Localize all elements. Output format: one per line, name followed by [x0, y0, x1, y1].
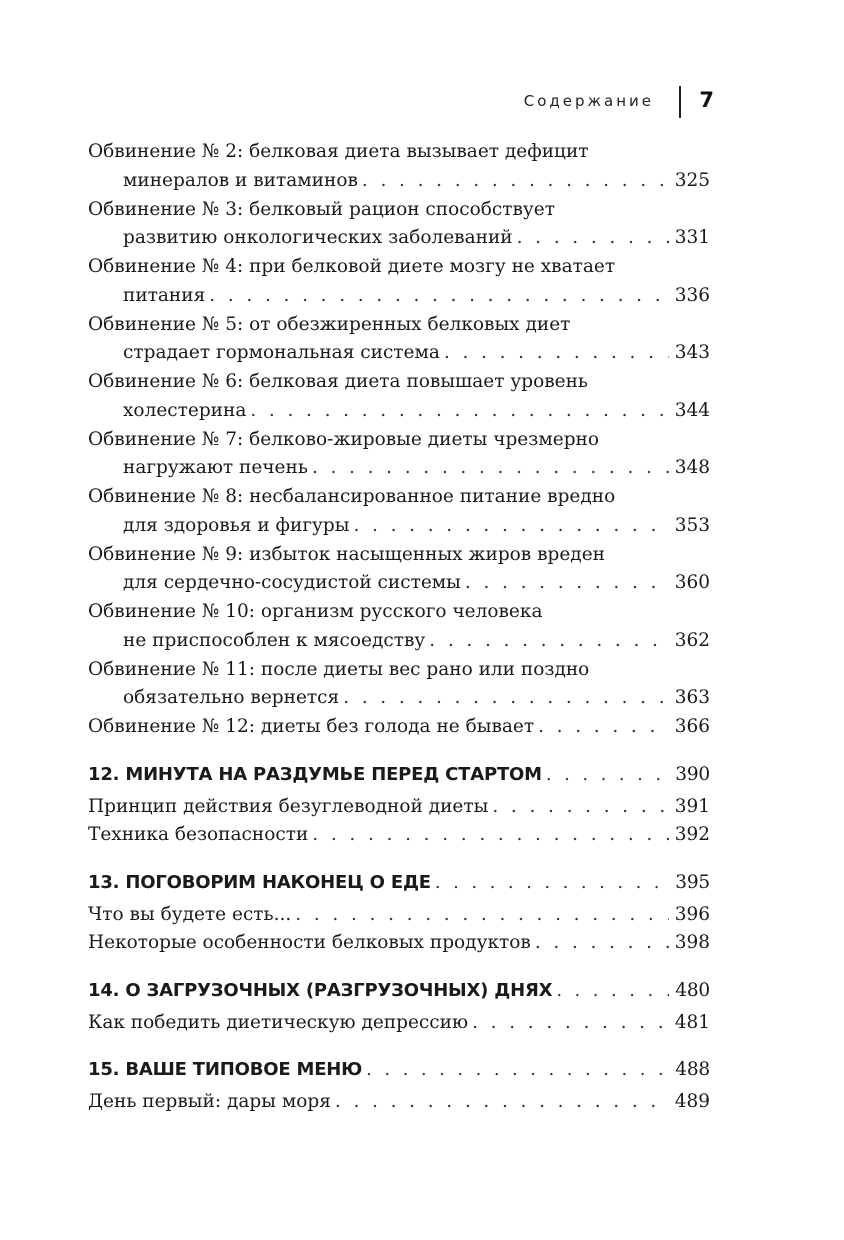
dot-leader: [335, 1088, 669, 1117]
dot-leader: [343, 684, 669, 713]
toc-chapter-title: 13. ПОГОВОРИМ НАКОНЕЦ О ЕДЕ: [88, 871, 431, 893]
toc-entry-title-line1: Обвинение № 9: избыток насыщенных жиров вреден: [88, 543, 605, 565]
page-number: 7: [699, 88, 714, 112]
dot-leader: [444, 339, 669, 368]
dot-leader: [312, 454, 669, 483]
dot-leader: [546, 760, 669, 790]
toc-entry-accusation-12[interactable]: [88, 713, 710, 742]
dot-leader: [465, 569, 669, 598]
toc-page-number: 343: [674, 342, 710, 363]
toc-chapter-title: 12. МИНУТА НА РАЗДУМЬЕ ПЕРЕД СТАРТОМ: [88, 763, 542, 785]
toc-section-entry[interactable]: [88, 821, 710, 850]
toc-entry-title-line1: Обвинение № 6: белковая диета повышает уровень: [88, 371, 588, 392]
dot-leader: [366, 1055, 669, 1085]
toc-entry-accusation-9[interactable]: [88, 541, 710, 598]
toc-entry-accusation-2[interactable]: [88, 138, 710, 195]
toc-entry-title-line2: нагружают печень: [123, 457, 308, 478]
toc-page-number: 366: [674, 716, 710, 737]
dot-leader: [556, 976, 669, 1006]
toc-entry-accusation-8[interactable]: [88, 483, 710, 540]
dot-leader: [209, 282, 668, 311]
toc-page-number: 353: [674, 514, 710, 536]
header-divider: [679, 86, 681, 118]
dot-leader: [312, 821, 668, 850]
toc-entry-accusation-3[interactable]: [88, 196, 710, 253]
toc-entry-title-line2: не приспособлен к мясоедству: [123, 629, 426, 651]
dot-leader: [535, 929, 669, 958]
toc-section-entry[interactable]: [88, 901, 710, 930]
toc-chapter-12[interactable]: [88, 760, 710, 790]
toc-section-entry[interactable]: [88, 793, 710, 822]
dot-leader: [354, 512, 669, 541]
toc-page-number: 392: [674, 824, 710, 845]
toc-section-entry[interactable]: [88, 1009, 710, 1038]
toc-page-number: 344: [674, 399, 710, 421]
toc-entry-title-line2: минералов и витаминов: [123, 169, 358, 191]
toc-entry-title-line2: для здоровья и фигуры: [123, 514, 350, 536]
toc-entry-title-line1: Обвинение № 5: от обезжиренных белковых диет: [88, 313, 571, 335]
toc-entry-title: Обвинение № 12: диеты без голода не бывает: [88, 716, 535, 737]
toc-entry-accusation-7[interactable]: [88, 426, 710, 483]
dot-leader: [517, 224, 669, 253]
toc-page-number: 391: [674, 795, 710, 817]
toc-entry-title-line1: Обвинение № 7: белково-жировые диеты чрезмерно: [88, 428, 599, 450]
toc-page-number: 360: [674, 572, 710, 593]
toc-page-number: 325: [674, 169, 710, 191]
toc-page-number: 331: [674, 227, 710, 248]
toc-entry-title-line1: Обвинение № 3: белковый рацион способствует: [88, 198, 555, 220]
toc-chapter-13[interactable]: [88, 868, 710, 898]
toc-section-title: Техника безопасности: [88, 824, 309, 845]
toc-page-number: 362: [674, 629, 710, 651]
toc-entry-title-line1: Обвинение № 10: организм русского человека: [88, 601, 543, 622]
toc-section-title: Некоторые особенности белковых продуктов: [88, 932, 531, 953]
toc-entry-accusation-5[interactable]: [88, 311, 710, 368]
toc-page-number: 336: [674, 284, 710, 306]
toc-entry-title-line2: страдает гормональная система: [123, 342, 440, 363]
toc-entry-title-line2: развитию онкологических заболеваний: [123, 227, 513, 248]
table-of-contents: [88, 138, 710, 1117]
toc-section-entry[interactable]: [88, 929, 710, 958]
toc-section-entry[interactable]: [88, 1088, 710, 1117]
dot-leader: [429, 627, 668, 656]
toc-entry-title-line2: холестерина: [123, 399, 247, 421]
toc-entry-title-line1: Обвинение № 8: несбалансированное питание вредно: [88, 486, 616, 507]
toc-page-number: 348: [674, 457, 710, 478]
toc-page-number: 395: [675, 871, 710, 893]
running-head: [0, 86, 716, 120]
toc-chapter-title: 14. О ЗАГРУЗОЧНЫХ (РАЗГРУЗОЧНЫХ) ДНЯХ: [88, 979, 553, 1001]
running-title: Содержание: [523, 92, 654, 110]
toc-entry-title-line2: питания: [123, 284, 206, 306]
toc-entry-accusation-11[interactable]: [88, 656, 710, 713]
toc-entry-accusation-10[interactable]: [88, 598, 710, 655]
toc-section-title: День первый: дары моря: [88, 1091, 331, 1112]
dot-leader: [538, 713, 669, 742]
toc-entry-accusation-6[interactable]: [88, 368, 710, 425]
toc-chapter-title: 15. ВАШЕ ТИПОВОЕ МЕНЮ: [88, 1059, 363, 1080]
toc-chapter-15[interactable]: [88, 1055, 710, 1085]
dot-leader: [492, 793, 668, 822]
toc-page-number: 489: [674, 1091, 710, 1112]
dot-leader: [295, 901, 668, 930]
toc-page-number: 481: [674, 1011, 710, 1033]
toc-entry-title-line1: Обвинение № 4: при белковой диете мозгу не хватает: [88, 256, 616, 277]
toc-page-number: 398: [674, 932, 710, 953]
toc-section-title: Что вы будете есть...: [88, 903, 292, 925]
toc-page-number: 363: [674, 687, 710, 708]
toc-section-title: Принцип действия безуглеводной диеты: [88, 795, 489, 817]
toc-entry-title-line2: обязательно вернется: [123, 687, 340, 708]
toc-entry-accusation-4[interactable]: [88, 253, 710, 310]
toc-section-title: Как победить диетическую депрессию: [88, 1011, 469, 1033]
toc-page-number: 396: [674, 903, 710, 925]
toc-entry-title-line1: Обвинение № 2: белковая диета вызывает дефицит: [88, 141, 589, 162]
toc-entry-title-line1: Обвинение № 11: после диеты вес рано или поздно: [88, 658, 590, 680]
toc-entry-title-line2: для сердечно-сосудистой системы: [123, 572, 461, 593]
toc-page-number: 488: [675, 1059, 710, 1080]
dot-leader: [472, 1009, 669, 1038]
dot-leader: [435, 868, 669, 898]
toc-page-number: 480: [675, 979, 710, 1001]
dot-leader: [362, 167, 669, 196]
toc-page-number: 390: [675, 763, 710, 785]
toc-chapter-14[interactable]: [88, 976, 710, 1006]
dot-leader: [250, 397, 668, 426]
